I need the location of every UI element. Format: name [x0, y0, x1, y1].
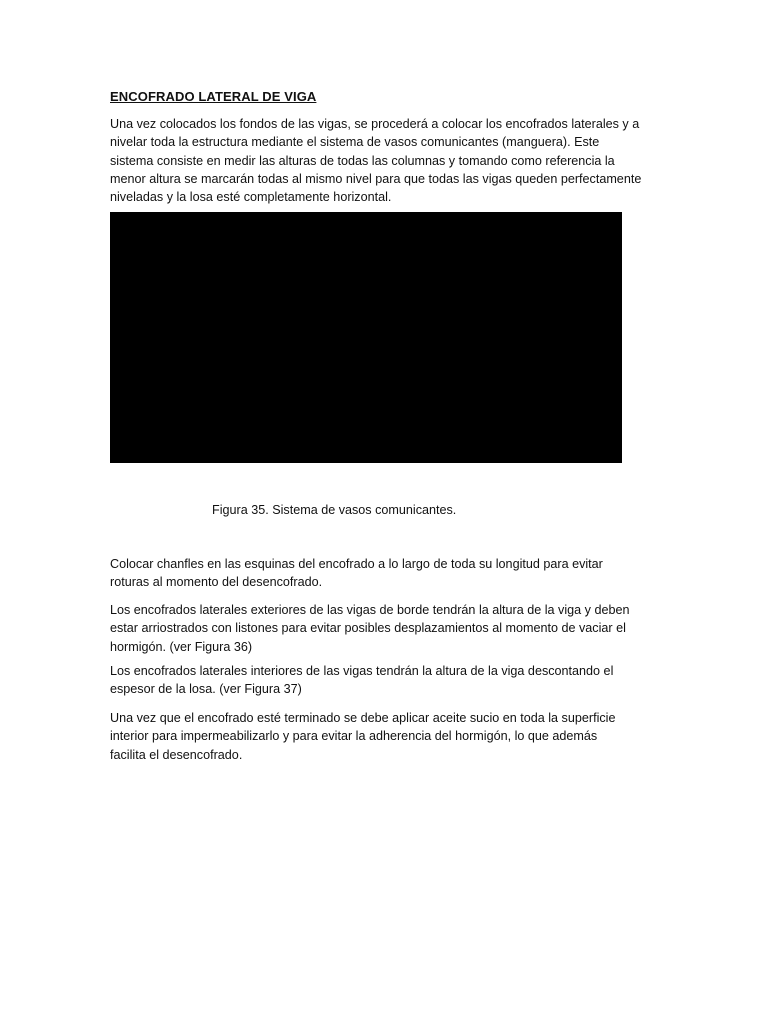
paragraph-interior-formwork: Los encofrados laterales interiores de las vigas tendrán la altura de la viga descontando el espesor de la losa. (ver Figura 37) — [110, 664, 614, 697]
paragraph-chanfles: Colocar chanfles en las esquinas del encofrado a lo largo de toda su longitud para evitar roturas al momento del desencofrado. — [110, 557, 603, 590]
paragraph-release-oil: Una vez que el encofrado esté terminado se debe aplicar aceite sucio en toda la superficie interior para impermeabilizarlo y para evitar la adherencia del hormigón, lo que además facilita el desencofrado. — [110, 711, 616, 762]
paragraph-exterior-formwork: Los encofrados laterales exteriores de las vigas de borde tendrán la altura de la viga y deben estar arriostrados con listones para evitar posibles desplazamientos al momento de vaciar el hormigón. (ver Figura 36) — [110, 603, 630, 654]
figure-caption: Figura 35. Sistema de vasos comunicantes. — [212, 503, 457, 517]
figure-image — [110, 212, 622, 463]
section-heading: ENCOFRADO LATERAL DE VIGA — [110, 89, 317, 104]
paragraph-intro: Una vez colocados los fondos de las vigas, se procederá a colocar los encofrados laterales y a nivelar toda la estructura mediante el sistema de vasos comunicantes (manguera). Este sistema consiste en medir las alturas de todas las columnas y tomando como referencia la menor altura se marcarán todas al mismo nivel para que todas las vigas queden perfectamente niveladas y la losa esté completamente horizontal. — [110, 117, 642, 205]
